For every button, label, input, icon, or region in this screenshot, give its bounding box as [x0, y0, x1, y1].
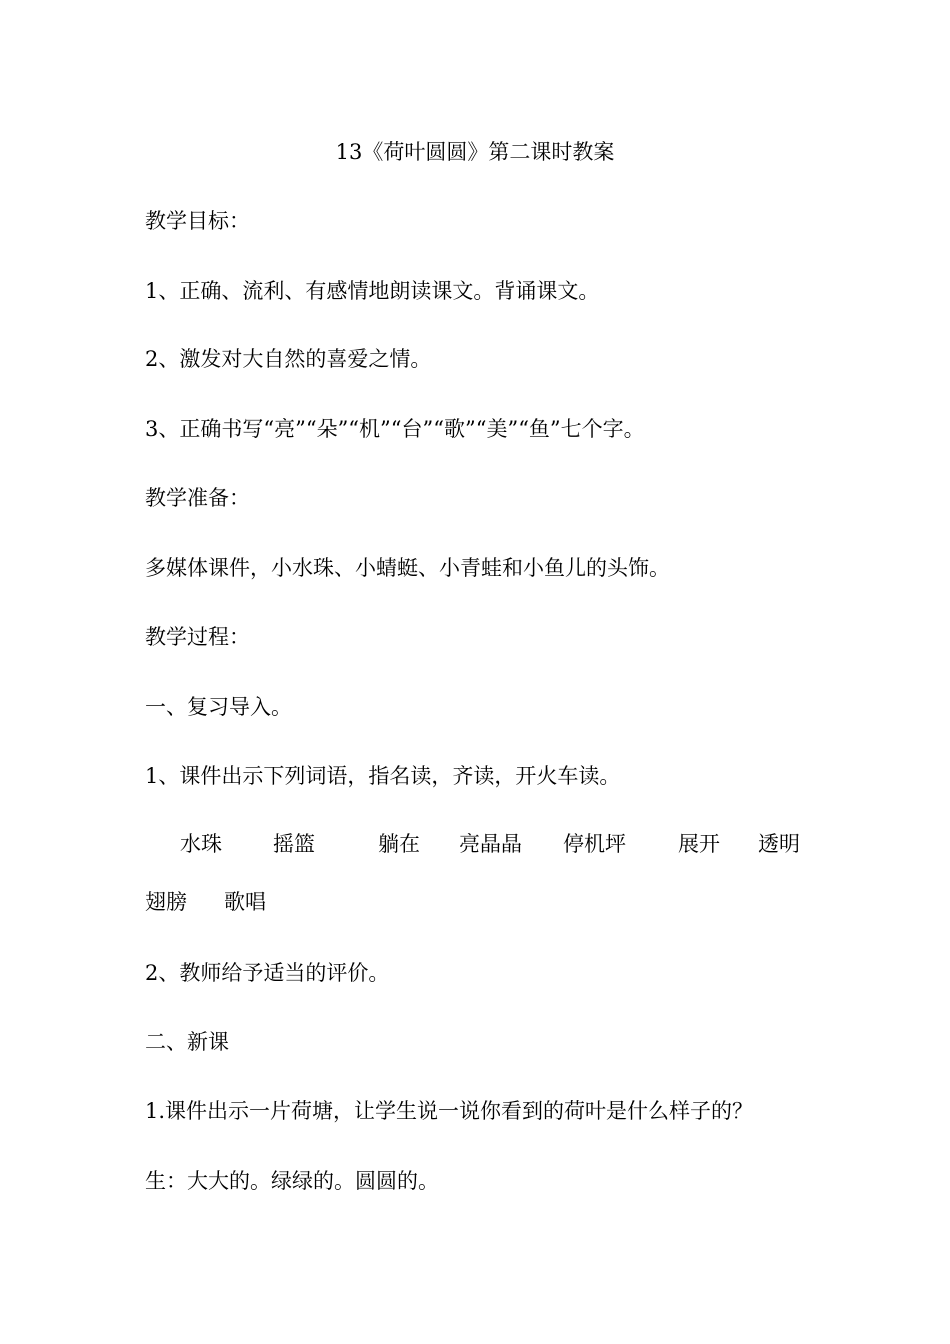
- vocab-word: 展开: [678, 832, 720, 856]
- step-2-1: 1.课件出示一片荷塘，让学生说一说你看到的荷叶是什么样子的？: [145, 1099, 754, 1123]
- document-title: 13《荷叶圆圆》第二课时教案: [335, 140, 615, 164]
- vocab-word: 亮晶晶: [459, 832, 522, 856]
- goal-2: 2、激发对大自然的喜爱之情。: [145, 347, 432, 371]
- vocab-word: 透明: [758, 832, 800, 856]
- vocabulary-row: [0, 829, 950, 859]
- section-1-heading: 一、复习导入。: [145, 695, 292, 719]
- answer-1: 生：大大的。绿绿的。圆圆的。: [145, 1169, 439, 1193]
- goals-heading: 教学目标：: [145, 209, 250, 233]
- vocab-word: 摇篮: [273, 832, 315, 856]
- vocab-word: 歌唱: [224, 890, 266, 914]
- goal-3: 3、正确书写“亮”“朵”“机”“台”“歌”“美”“鱼”七个字。: [145, 417, 645, 441]
- prep-text: 多媒体课件，小水珠、小蜻蜓、小青蛙和小鱼儿的头饰。: [145, 556, 670, 580]
- vocab-word: 停机坪: [563, 832, 626, 856]
- vocab-word: 水珠: [180, 832, 222, 856]
- prep-heading: 教学准备：: [145, 486, 250, 510]
- step-1-1: 1、课件出示下列词语，指名读，齐读，开火车读。: [145, 764, 621, 788]
- vocab-word: 躺在: [378, 832, 420, 856]
- vocabulary-row-2: [0, 887, 950, 917]
- vocab-word: 翅膀: [145, 890, 187, 914]
- process-heading: 教学过程：: [145, 625, 250, 649]
- goal-1: 1、正确、流利、有感情地朗读课文。背诵课文。: [145, 279, 600, 303]
- section-2-heading: 二、新课: [145, 1030, 229, 1054]
- step-1-2: 2、教师给予适当的评价。: [145, 961, 390, 985]
